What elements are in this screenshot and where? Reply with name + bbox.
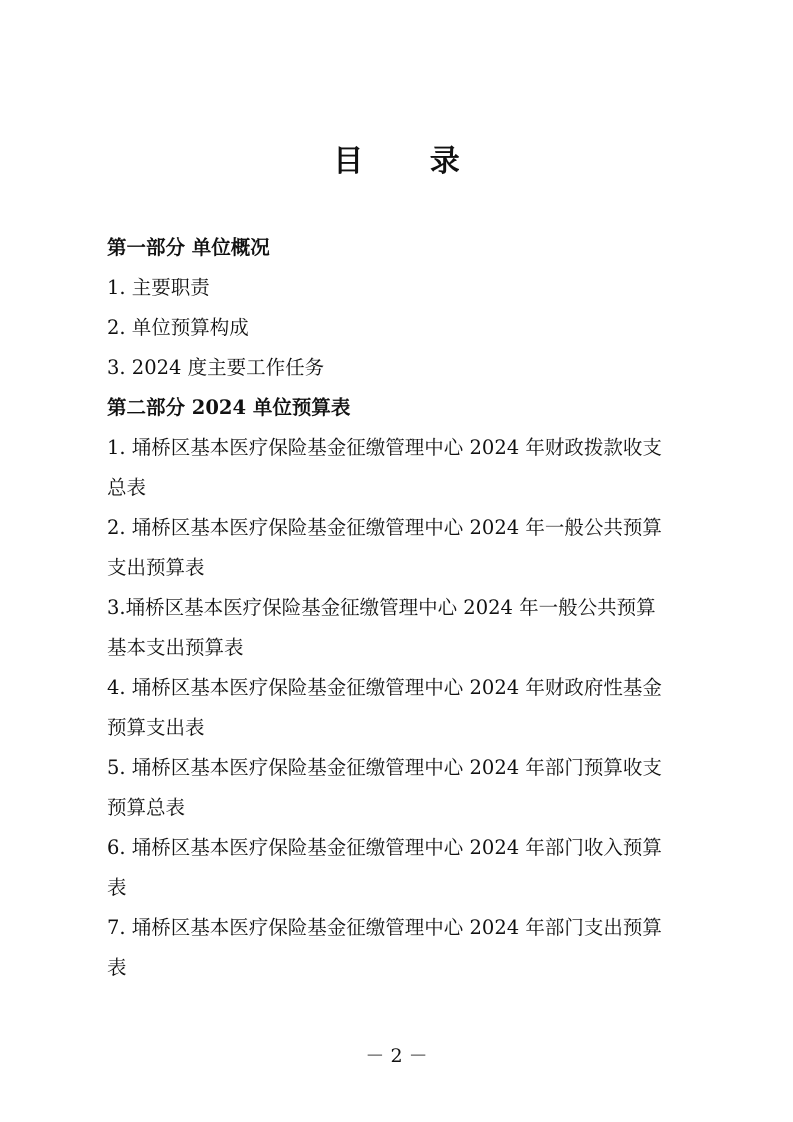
- section-heading-part-1: 第一部分 单位概况: [107, 236, 270, 259]
- toc-item: 1. 主要职责: [107, 276, 210, 299]
- toc-item-2-line-1: 2. 埇桥区基本医疗保险基金征缴管理中心 2024 年一般公共预算: [107, 516, 662, 539]
- toc-item: 3. 2024 度主要工作任务: [107, 356, 325, 379]
- table-of-contents: [107, 228, 697, 988]
- toc-item-6-line-1: 6. 埇桥区基本医疗保险基金征缴管理中心 2024 年部门收入预算: [107, 836, 662, 859]
- toc-item-7-line-2: 表: [107, 956, 127, 979]
- toc-item: 2. 单位预算构成: [107, 316, 249, 339]
- toc-item-6-line-2: 表: [107, 876, 127, 899]
- toc-item-5-line-1: 5. 埇桥区基本医疗保险基金征缴管理中心 2024 年部门预算收支: [107, 756, 662, 779]
- toc-item-3-line-2: 基本支出预算表: [107, 636, 244, 659]
- toc-item-7-line-1: 7. 埇桥区基本医疗保险基金征缴管理中心 2024 年部门支出预算: [107, 916, 662, 939]
- section-heading-part-2: 第二部分 2024 单位预算表: [107, 396, 351, 419]
- toc-item-5-line-2: 预算总表: [107, 796, 186, 819]
- page-title: 目 录: [333, 144, 488, 179]
- page-number: － 2 －: [365, 1045, 428, 1067]
- toc-item-1-line-1: 1. 埇桥区基本医疗保险基金征缴管理中心 2024 年财政拨款收支: [107, 436, 662, 459]
- toc-item-2-line-2: 支出预算表: [107, 556, 205, 579]
- toc-item-3-line-1: 3.埇桥区基本医疗保险基金征缴管理中心 2024 年一般公共预算: [107, 596, 656, 619]
- toc-item-1-line-2: 总表: [107, 476, 147, 499]
- toc-item-4-line-1: 4. 埇桥区基本医疗保险基金征缴管理中心 2024 年财政府性基金: [107, 676, 662, 699]
- toc-item-4-line-2: 预算支出表: [107, 716, 205, 739]
